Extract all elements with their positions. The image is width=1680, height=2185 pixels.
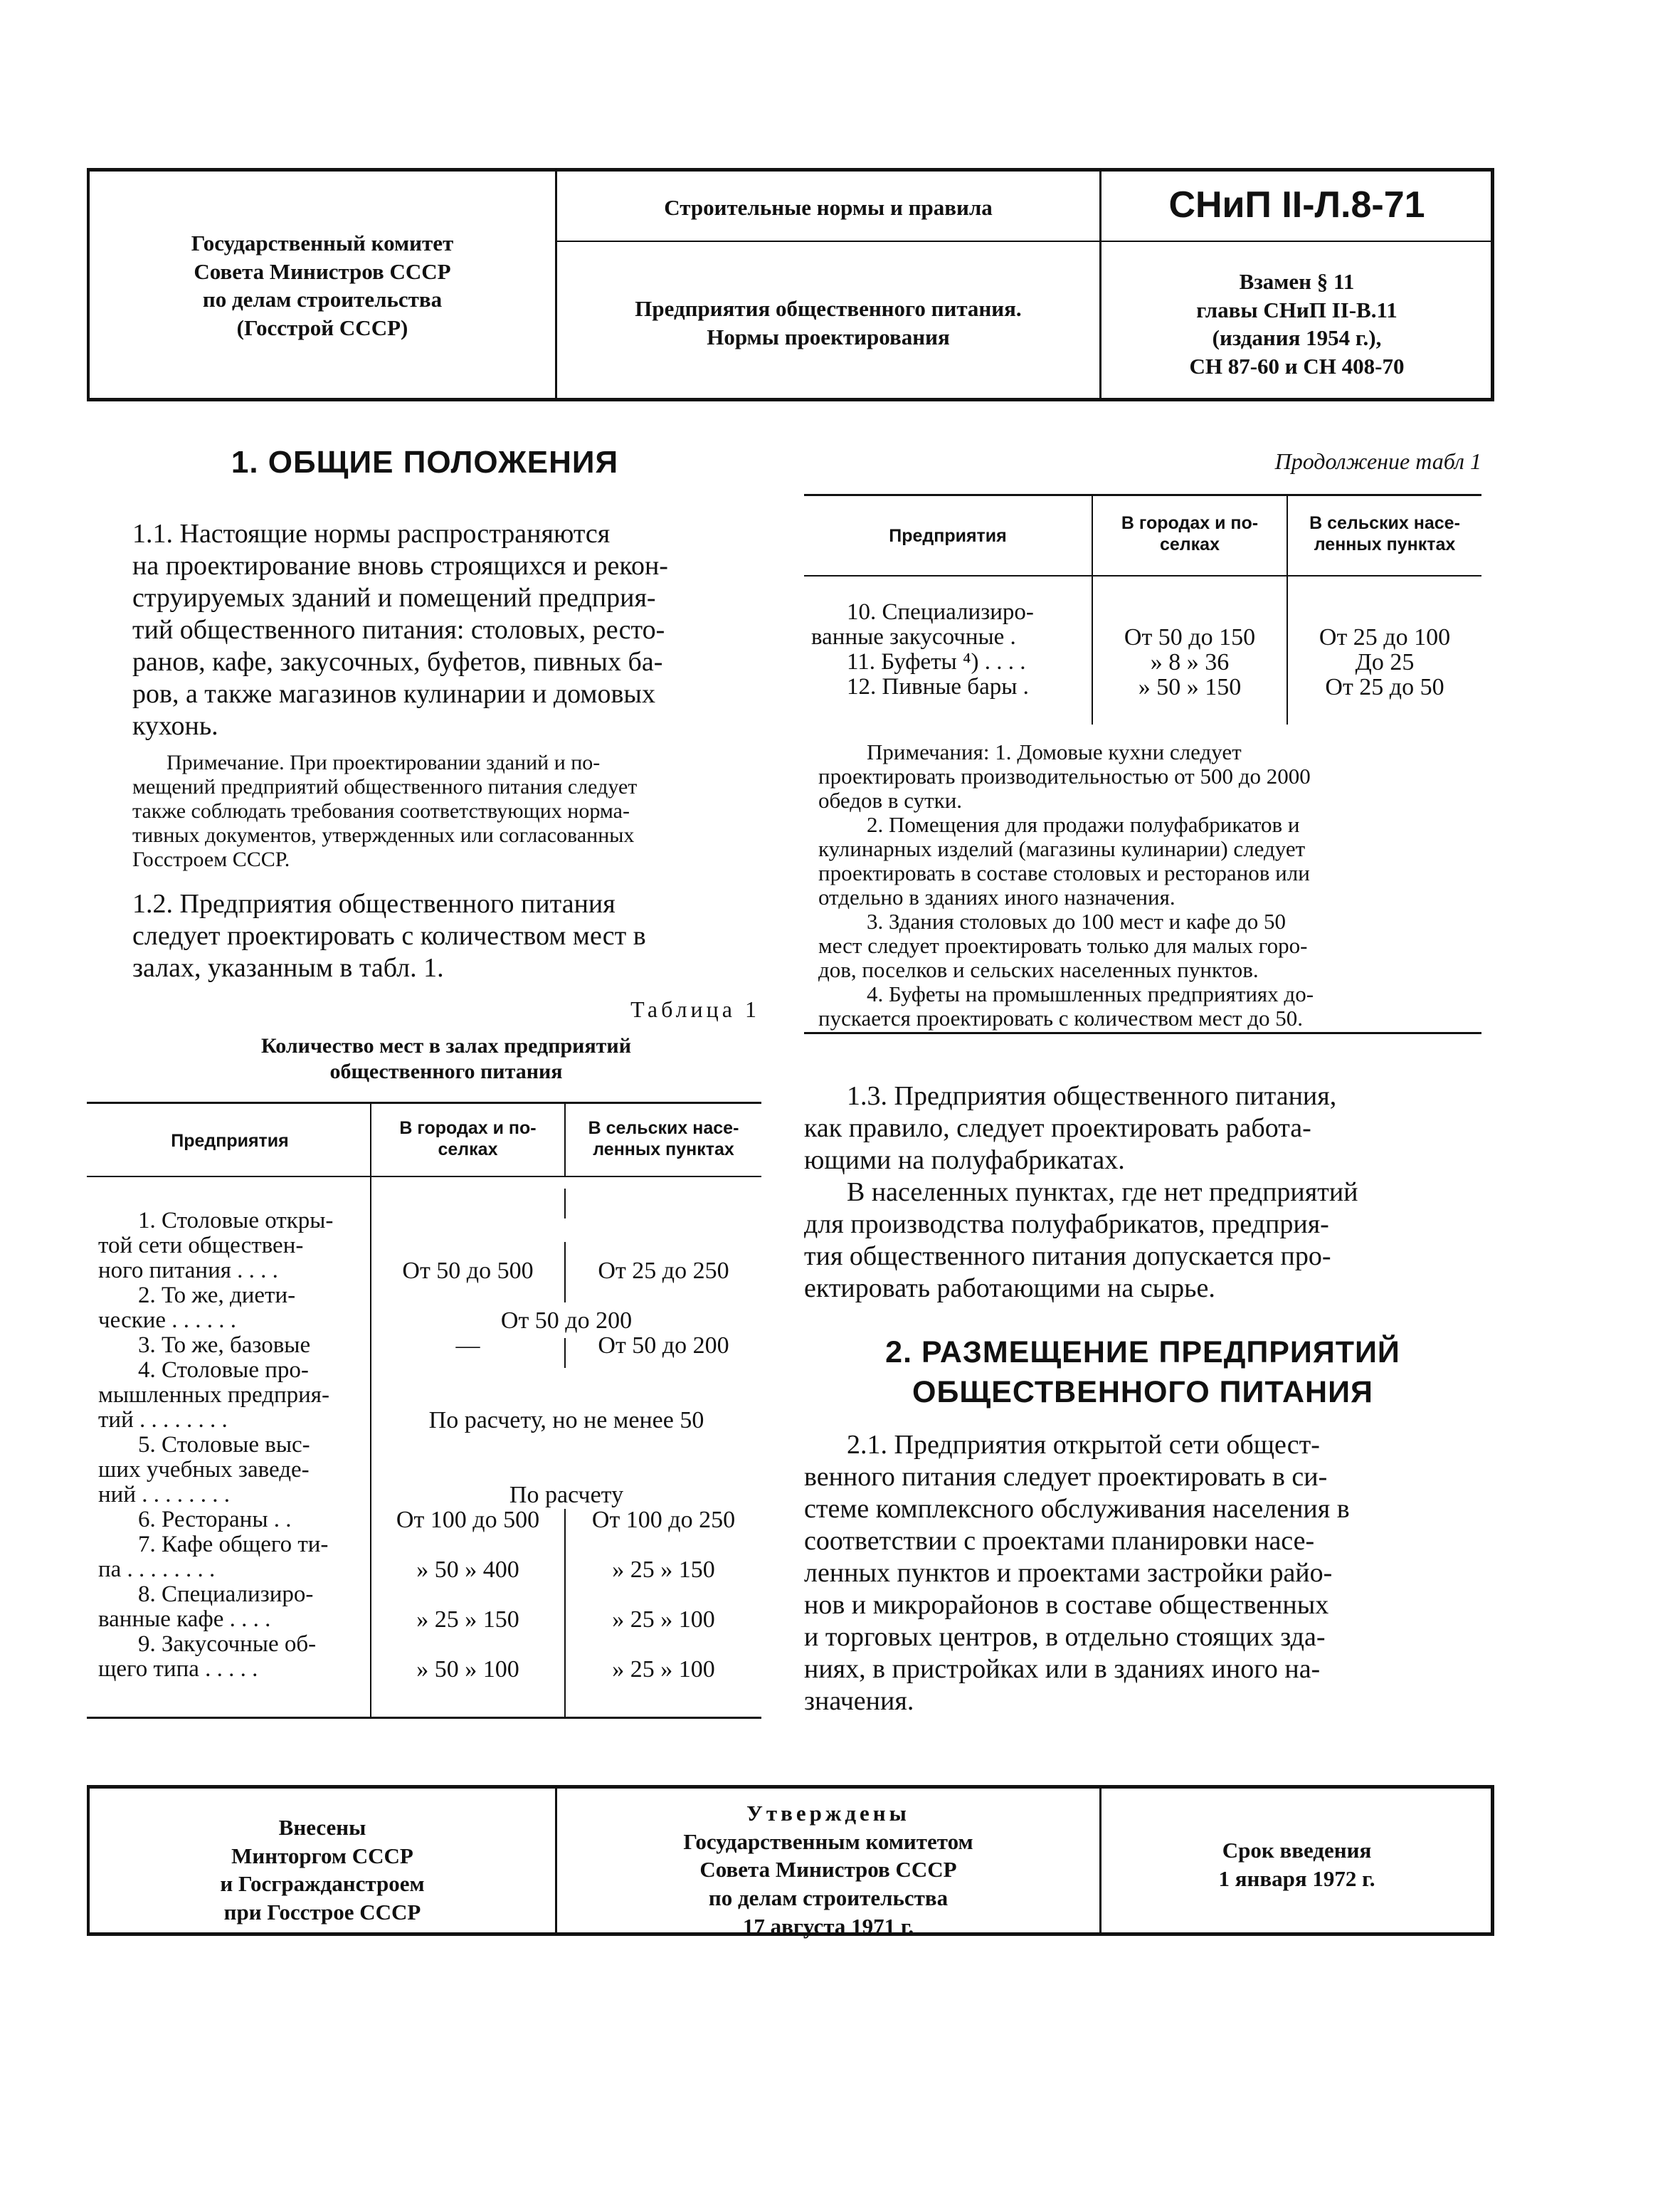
header-rule [557,241,1492,242]
cont-table-header-rural: В сельских насе- ленных пунктах [1309,513,1460,554]
cont-table-header-enterprises: Предприятия [889,526,1007,546]
table-1-row-1-city: От 50 до 500 [402,1258,534,1284]
table-1-row-8-rural: » 25 » 100 [612,1606,715,1633]
table-1-row-9-name: 9. Закусочные об- щего типа . . . . . [98,1631,317,1682]
table-1-row-9-rural: » 25 » 100 [612,1656,715,1683]
footer-approved: Утверждены Государственным комитетом Совета Министров СССР по делам строительства 17 августа 1971 г. [683,1801,973,1939]
table-1-row-3-rural: От 50 до 200 [598,1332,729,1359]
table-1-row-7-name: 7. Кафе общего ти- па . . . . . . . . [98,1532,329,1582]
table-1-header-enterprises: Предприятия [171,1131,289,1151]
table-1-col-divider-2a [564,1189,566,1218]
cont-table-row-12-city: » 50 » 150 [1138,674,1242,700]
cont-table-row-10-city: От 50 до 150 [1124,624,1256,651]
table-1-row-4-name: 4. Столовые про- мышленных предприя- тий . . . . . . . . [98,1357,329,1433]
table-1-row-8-name: 8. Специализиро- ванные кафе . . . . [98,1581,314,1632]
paragraph-1-1: 1.1. Настоящие нормы распространяются на проектирование вновь строящихся и рекон- струируемых зданий и помещений предприя- тий общественного питания: столовых, ресто- ранов, кафе, закусочных, буфетов, пивных ба- ров, а также магазинов кулинарии и домовых кухонь. [132,519,668,741]
footer-effective: Срок введения 1 января 1972 г. [1218,1838,1375,1891]
table-1-top-rule [87,1102,761,1104]
table-1-continuation-label: Продолжение табл 1 [1274,448,1481,474]
table-1-row-4-merged: По расчету, но не менее 50 [428,1407,704,1433]
cont-table-row-11-city: » 8 » 36 [1150,649,1230,675]
doc-code: СНиП II-Л.8-71 [1168,184,1425,226]
section-1-heading: 1. ОБЩИЕ ПОЛОЖЕНИЯ [231,445,619,480]
note-1-1: Примечание. При проектировании зданий и по- мещений предприятий общественного питания следует также соблюдать требования соответствующих норма- тивных документов, утвержденных или согласованных Госстроем СССР. [132,751,638,871]
table-1-row-3-name: 3. То же, базовые [138,1332,311,1358]
table-1-row-6-city: От 100 до 500 [396,1507,540,1533]
cont-table-row-12-rural: От 25 до 50 [1325,674,1444,700]
table-1-label: Таблица 1 [630,996,760,1022]
cont-table-top-rule [804,494,1481,496]
header-doc-title: Предприятия общественного питания. Нормы проектирования [635,296,1022,349]
paragraph-1-3: 1.3. Предприятия общественного питания, как правило, следует проектировать работа- ющими на полуфабрикатах. В населенных пунктах, где нет предприятий для производства полуфабрикатов, предприя- тия общественного питания допускается про- ектировать работающими на сырье. [804,1081,1358,1303]
table-1-row-3-city: — [455,1332,480,1359]
cont-table-row-11-rural: До 25 [1355,649,1415,675]
cont-table-header-cities: В городах и по- селках [1121,513,1259,554]
table-1-title: Количество мест в залах предприятий общественного питания [260,1034,631,1083]
table-1-row-7-rural: » 25 » 150 [612,1557,715,1583]
table-1-row-7-city: » 50 » 400 [416,1557,519,1583]
table-1-row-6-rural: От 100 до 250 [591,1507,736,1533]
paragraph-2-1: 2.1. Предприятия открытой сети общест- венного питания следует проектировать в си- стеме комплексного обслуживания населения в соответствии с проектами планировки насе- ленных пунктов и проектами застройки райо- нов и микрорайонов в составе общественных и торговых центров, в отдельно стоящих зда- ниях, в пристройках или в зданиях иного на- значения. [804,1430,1350,1716]
table-1-header-rule [87,1176,761,1177]
cont-table-notes: Примечания: 1. Домовые кухни следует проектировать производительностью от 500 до 2000 обедов в сутки. 2. Помещения для продажи полуфабрикатов и кулинарных изделий (магазины кулинарии) следует проектировать в составе столовых и ресторанов или отдельно в зданиях иного назначения. 3. Здания столовых до 100 мест и кафе до 50 мест следует проектировать только для малых горо- дов, поселков и сельских населенных пунктов. 4. Буфеты на промышленных предприятиях до- пускается проектировать с количеством мест до 50. [818,739,1314,1031]
table-1-header-cities: В городах и по- селках [399,1118,537,1159]
header-replaces: Взамен § 11 главы СНиП II-В.11 (издания 1954 г.), СН 87-60 и СН 408-70 [1189,269,1405,379]
table-1-row-1-rural: От 25 до 250 [598,1258,729,1284]
table-1-header-rural: В сельских насе- ленных пунктах [588,1118,739,1159]
cont-table-row-10-rural: От 25 до 100 [1319,624,1451,651]
section-2-heading: 2. РАЗМЕЩЕНИЕ ПРЕДПРИЯТИЙ ОБЩЕСТВЕННОГО ПИТАНИЯ [885,1335,1400,1409]
table-1-row-9-city: » 50 » 100 [416,1656,519,1683]
cont-table-header-rule [804,575,1481,576]
table-1-row-5-name: 5. Столовые выс- ших учебных заведе- ний . . . . . . . . [98,1432,310,1507]
table-1-row-1-name: 1. Столовые откры- той сети обществен- ного питания . . . . [98,1208,334,1283]
table-1-row-5-merged: По расчету [509,1482,624,1508]
header-organization: Государственный комитет Совета Министров СССР по делам строительства (Госстрой СССР) [191,231,454,341]
cont-table-row-10-name: 10. Специализиро- ванные закусочные . [811,599,1034,650]
cont-table-row-12-name: 12. Пивные бары . [847,674,1029,700]
cont-table-bottom-rule [804,1032,1481,1034]
cont-table-row-11-name: 11. Буфеты ⁴) . . . . [847,649,1026,675]
header-series-title: Строительные нормы и правила [664,195,993,220]
table-1-row-2-name: 2. То же, диети- ческие . . . . . . [98,1283,296,1333]
paragraph-1-2: 1.2. Предприятия общественного питания следует проектировать с количеством мест в залах, указанным в табл. 1. [132,889,646,983]
table-1-row-8-city: » 25 » 150 [416,1606,519,1633]
table-1-row-2-merged: От 50 до 200 [500,1307,633,1334]
table-1-bottom-rule [87,1717,761,1719]
table-1-row-6-name: 6. Рестораны . . [138,1507,292,1532]
footer-introduced: Внесены Минторгом СССР и Госгражданстроем при Госстрое СССР [220,1815,425,1925]
